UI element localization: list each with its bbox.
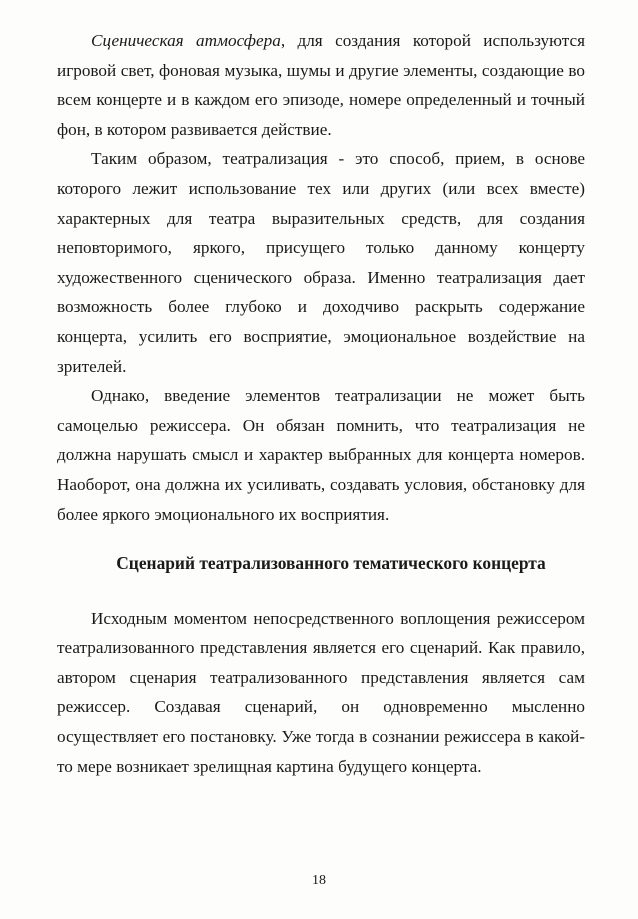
- section-heading: Сценарий театрализованного тематического концерта: [116, 553, 546, 574]
- paragraph-script-origin: Исходным моментом непосредственного воплощения режиссером театрализованного представления является его сценарий. Как правило, автором сценария театрализованного представления является сам режиссер. Создавая сценарий, он одновременно мысленно осуществляет его постановку. Уже тогда в сознании режиссера в какой-то мере возникает зрелищная картина будущего концерта.: [57, 608, 585, 776]
- italic-term: Сценическая атмосфера: [91, 31, 281, 50]
- page-content: [57, 26, 585, 781]
- paragraph-director-purpose: Однако, введение элементов театрализации не может быть самоцелью режиссера. Он обязан помнить, что театрализация не должна нарушать смысл и характер выбранных для концерта номеров. Наоборот, она должна их усиливать, создавать условия, обстановку для более яркого эмоционального их восприятия.: [57, 386, 585, 524]
- paragraph-stage-atmosphere: [57, 26, 585, 144]
- page-number: 18: [312, 873, 326, 888]
- paragraph-text: , для создания которой используются игровой свет, фоновая музыка, шумы и другие элементы, создающие во всем концерте и в каждом его эпизоде, номере определенный и точный фон, в котором развивается действие.: [57, 31, 585, 139]
- paragraph-theatricalization-definition: Таким образом, театрализация - это способ, прием, в основе которого лежит использование тех или других (или всех вместе) характерных для театра выразительных средств, для создания неповторимого, яркого, присущего только данному концерту художественного сценического образа. Именно театрализация дает возможность более глубоко и доходчиво раскрыть содержание концерта, усилить его восприятие, эмоциональное воздействие на зрителей.: [57, 149, 585, 376]
